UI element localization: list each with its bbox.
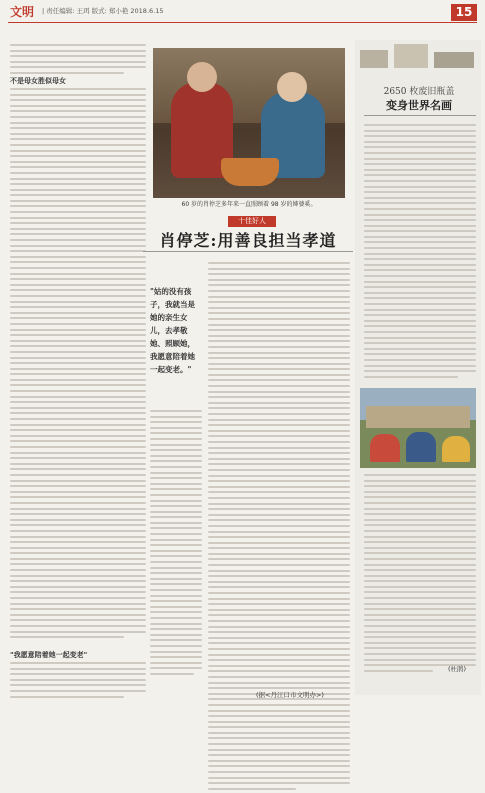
body-text-block (208, 262, 350, 793)
article-credit: (据<丹江口市文明办>) (256, 691, 324, 699)
sidebar-overtitle: 2650 枚废旧瓶盖 (383, 87, 455, 97)
page-header (0, 0, 485, 22)
headline-rule (143, 251, 353, 252)
headline: 肖停芝:用善良担当孝道 (159, 231, 337, 250)
sidebar-title: 变身世界名画 (386, 99, 452, 112)
sidebar-banner-art (360, 44, 478, 72)
sidebar-signoff: (杜鹃) (448, 665, 467, 673)
subhead: "我愿意陪着她一起变老" (10, 651, 88, 659)
body-text-block (10, 44, 146, 78)
article-photo (153, 48, 345, 198)
pull-quote: "姑的没有孩子，我就当是她的亲生女儿，去孝敬她、照顾她，我愿意陪着她一起变老。" (150, 287, 195, 374)
kicker-badge: 十佳好人 (228, 216, 276, 227)
sidebar-photo (360, 388, 476, 468)
sidebar-text-block (364, 474, 476, 675)
editor-credits: | 责任编辑: 王珥 版式: 郑小艳 2018.6.15 (42, 7, 164, 15)
subhead: 不是母女胜似母女 (10, 77, 66, 85)
body-text-block (10, 88, 146, 642)
section-name: 文明 (10, 5, 35, 19)
body-text-block (10, 662, 146, 701)
body-text-block (150, 410, 202, 679)
header-rule (8, 22, 477, 23)
page-number: 15 (451, 4, 477, 21)
sidebar-title-rule (364, 115, 476, 116)
photo-caption: 60 岁的肖停芝多年来一直照顾着 98 岁的婶婆奚。 (181, 201, 317, 208)
sidebar-text-block (364, 124, 476, 381)
